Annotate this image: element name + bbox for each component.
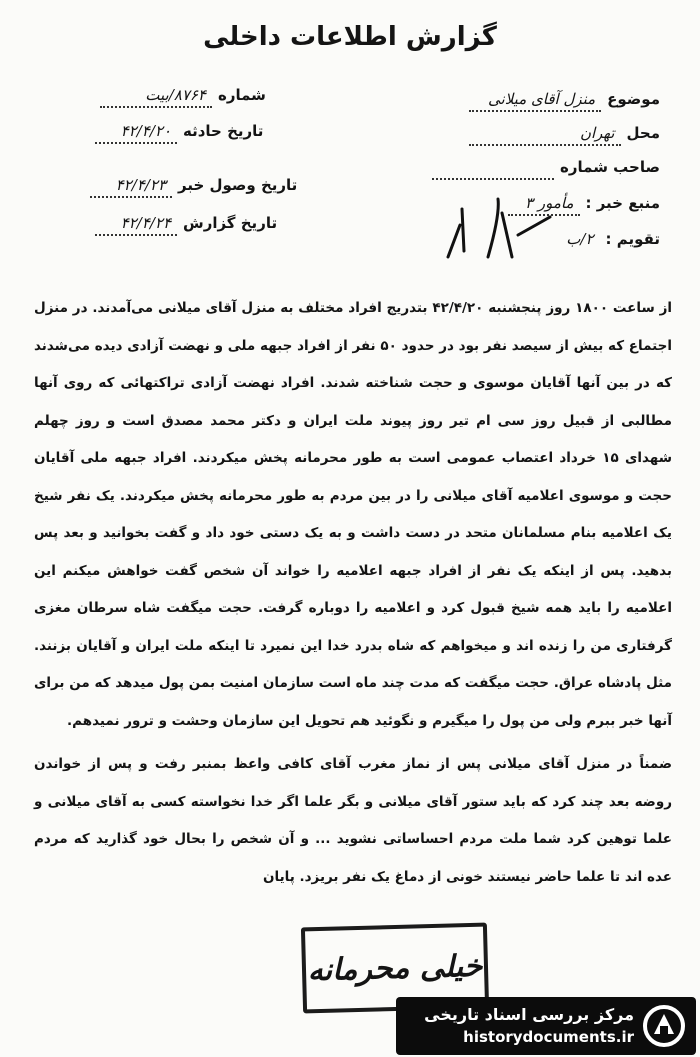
field-source-label: منبع خبر : [585,194,660,212]
field-report-date [95,214,277,236]
report-title: گزارش اطلاعات داخلی [203,22,497,52]
field-location-value: تهران [469,124,621,146]
field-location-label: محل [626,124,660,142]
field-subject [469,90,660,112]
field-received-date [90,176,297,198]
field-subject-value: منزل آقای میلانی [469,90,601,112]
archive-logo-icon [642,1004,686,1048]
field-number [100,86,266,108]
field-incident-date [95,122,263,144]
field-subject-label: موضوع [607,90,660,108]
field-report-date-value: ۴۲/۴/۲۴ [95,214,177,236]
footer-org-name: مرکز بررسی اسناد تاریخی [424,1005,634,1024]
signature-scribble [440,195,560,265]
footer-site-link[interactable]: historydocuments.ir [463,1028,634,1046]
field-received-date-label: تاریخ وصول خبر [178,176,298,194]
body-paragraph: ضمناً در منزل آقای میلانی پس از نماز مغرب آقای کافی واعظ بمنبر رفت و پس از خواندن روضه بعد چند کرد که باید ستور آقای میلانی و بگر علما اگر خدا نخواسته کسی به آقای میلانی و علما توهین کرد شما ملت مردم احساساتی نشوید ... و آن شخص را بحال خود گذارید که مردم عده اند تا علما حاضر نیستند خونی از دماغ یک نفر بریزد. پایان [34,756,672,885]
field-number-label: شماره [218,86,266,104]
footer-watermark [396,997,696,1055]
field-owner [432,158,660,180]
field-location [469,124,661,146]
stamp-text: خیلی محرمانه [307,948,483,988]
field-calendar-value: ۲/ب [566,230,594,248]
field-received-date-value: ۴۲/۴/۲۳ [90,176,172,198]
body-paragraph: از ساعت ۱۸۰۰ روز پنجشنبه ۴۲/۴/۲۰ بتدریج افراد مختلف به منزل آقای میلانی می‌آمدند. در منزل اجتماع که بیش از سیصد نفر بود در حدود ۵۰ نفر از افراد جبهه ملی و نهضت آزادی دیده می‌شدند که در بین آنها آقایان موسوی و حجت شناخته شدند. افراد نهضت آزادی تراکتهائی که روی آنها مطالبی از قبیل روز سی ام تیر روز پیوند ملت ایران و دکتر محمد مصدق است و روز چهلم شهدای ۱۵ خرداد اعتصاب عمومی است به طور محرمانه پخش میکردند. افراد جبهه ملی آقایان حجت و موسوی اعلامیه آقای میلانی را در بین مردم به طور محرمانه پخش میکردند. یک نفر شیخ یک اعلامیه بنام مسلمانان متحد در دست داشت و به یک دستی خود داد و گفت بخوانید و بعد پس بدهید. پس از اینکه یک نفر از افراد جبهه اعلامیه را خواند آن شخص گفت خواهش میکنم این اعلامیه را باید همه شیخ قبول کرد و اعلامیه را دوباره گرفت. حجت میگفت شاه سرطان مغزی گرفتاری من را زنده اند و میخواهم که شاه بدرد خدا این نمیرد تا اینکه ملت ایران و آقایان بزنند. مثل پادشاه عراق. حجت میگفت که مدت چند ماه است سازمان امنیت بمن پول میدهد که من برای آنها خبر ببرم ولی من پول را میگیرم و نگوئید هم تحویل این سازمان وحشت و ترور نمیدهم. [34,300,673,729]
report-body [34,290,672,896]
field-owner-label: صاحب شماره [560,158,660,176]
field-report-date-label: تاریخ گزارش [183,214,278,232]
field-incident-date-value: ۴۲/۴/۲۰ [95,122,177,144]
field-owner-value [432,158,554,180]
field-incident-date-label: تاریخ حادثه [183,122,264,140]
field-calendar-label: تقویم : [605,230,660,248]
field-source-value: مأمور ۳ [508,194,580,216]
field-number-value: ۸۷۶۴/بیت [100,86,212,108]
